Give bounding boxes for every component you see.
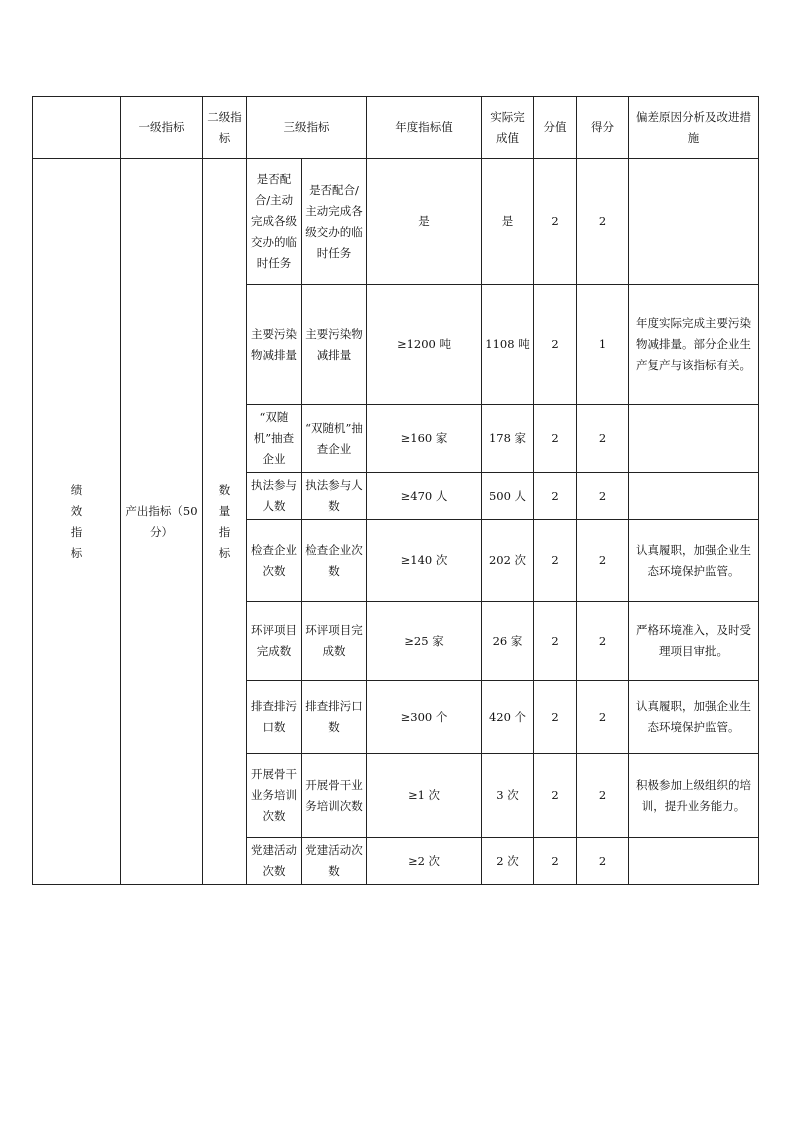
annual-target-value: ≥25 家 [367, 602, 482, 681]
score-value: 2 [534, 405, 577, 473]
table-body [33, 97, 759, 885]
score-value: 2 [534, 602, 577, 681]
section-level1: 产出指标（50分） [121, 159, 203, 885]
header-level1: 一级指标 [121, 97, 203, 159]
obtained-value: 2 [577, 159, 629, 285]
obtained-value: 2 [577, 473, 629, 520]
deviation-note: 严格环境准入，及时受理项目审批。 [629, 602, 759, 681]
indicator-name: 党建活动次数 [247, 838, 302, 885]
indicator-name: 是否配合/主动完成各级交办的临时任务 [247, 159, 302, 285]
score-value: 2 [534, 754, 577, 838]
score-value: 2 [534, 159, 577, 285]
deviation-note [629, 159, 759, 285]
annual-target-value: ≥140 次 [367, 520, 482, 602]
indicator-name: 检查企业次数 [247, 520, 302, 602]
section-label [33, 159, 121, 885]
header-obtained: 得分 [577, 97, 629, 159]
deviation-note: 积极参加上级组织的培训，提升业务能力。 [629, 754, 759, 838]
section-label-text: 绩效指标 [70, 482, 83, 560]
annual-target-value: ≥1 次 [367, 754, 482, 838]
annual-target-value: ≥160 家 [367, 405, 482, 473]
actual-value: 178 家 [482, 405, 534, 473]
indicator-name: “双随机”抽查企业 [247, 405, 302, 473]
score-value: 2 [534, 520, 577, 602]
header-level3: 三级指标 [247, 97, 367, 159]
obtained-value: 2 [577, 405, 629, 473]
score-value: 2 [534, 838, 577, 885]
indicator-desc: 主要污染物减排量 [302, 285, 367, 405]
indicator-desc: 排查排污口数 [302, 681, 367, 754]
obtained-value: 2 [577, 602, 629, 681]
header-annual-target: 年度指标值 [367, 97, 482, 159]
actual-value: 3 次 [482, 754, 534, 838]
deviation-note [629, 405, 759, 473]
indicator-desc: 是否配合/主动完成各级交办的临时任务 [302, 159, 367, 285]
indicator-desc: 执法参与人数 [302, 473, 367, 520]
actual-value: 1108 吨 [482, 285, 534, 405]
indicator-name: 排查排污口数 [247, 681, 302, 754]
deviation-note: 认真履职，加强企业生态环境保护监管。 [629, 520, 759, 602]
header-row [33, 97, 759, 159]
indicator-desc: 党建活动次数 [302, 838, 367, 885]
header-blank-cell [33, 97, 121, 159]
table-row [33, 159, 759, 285]
performance-table [32, 96, 759, 885]
obtained-value: 2 [577, 754, 629, 838]
deviation-note [629, 838, 759, 885]
actual-value: 420 个 [482, 681, 534, 754]
indicator-desc: “双随机”抽查企业 [302, 405, 367, 473]
annual-target-value: ≥1200 吨 [367, 285, 482, 405]
indicator-name: 主要污染物减排量 [247, 285, 302, 405]
deviation-note: 年度实际完成主要污染物减排量。部分企业生产复产与该指标有关。 [629, 285, 759, 405]
annual-target-value: ≥2 次 [367, 838, 482, 885]
indicator-desc: 检查企业次数 [302, 520, 367, 602]
header-deviation: 偏差原因分析及改进措施 [629, 97, 759, 159]
deviation-note: 认真履职，加强企业生态环境保护监管。 [629, 681, 759, 754]
header-actual: 实际完成值 [482, 97, 534, 159]
actual-value: 26 家 [482, 602, 534, 681]
indicator-desc: 环评项目完成数 [302, 602, 367, 681]
obtained-value: 1 [577, 285, 629, 405]
actual-value: 202 次 [482, 520, 534, 602]
indicator-name: 开展骨干业务培训次数 [247, 754, 302, 838]
actual-value: 500 人 [482, 473, 534, 520]
header-level2: 二级指标 [203, 97, 247, 159]
score-value: 2 [534, 473, 577, 520]
actual-value: 2 次 [482, 838, 534, 885]
header-score: 分值 [534, 97, 577, 159]
score-value: 2 [534, 681, 577, 754]
annual-target-value: 是 [367, 159, 482, 285]
indicator-desc: 开展骨干业务培训次数 [302, 754, 367, 838]
obtained-value: 2 [577, 520, 629, 602]
indicator-name: 环评项目完成数 [247, 602, 302, 681]
section-level2-text: 数量指标 [218, 482, 231, 560]
deviation-note [629, 473, 759, 520]
obtained-value: 2 [577, 838, 629, 885]
obtained-value: 2 [577, 681, 629, 754]
indicator-name: 执法参与人数 [247, 473, 302, 520]
annual-target-value: ≥300 个 [367, 681, 482, 754]
score-value: 2 [534, 285, 577, 405]
actual-value: 是 [482, 159, 534, 285]
annual-target-value: ≥470 人 [367, 473, 482, 520]
section-level2 [203, 159, 247, 885]
